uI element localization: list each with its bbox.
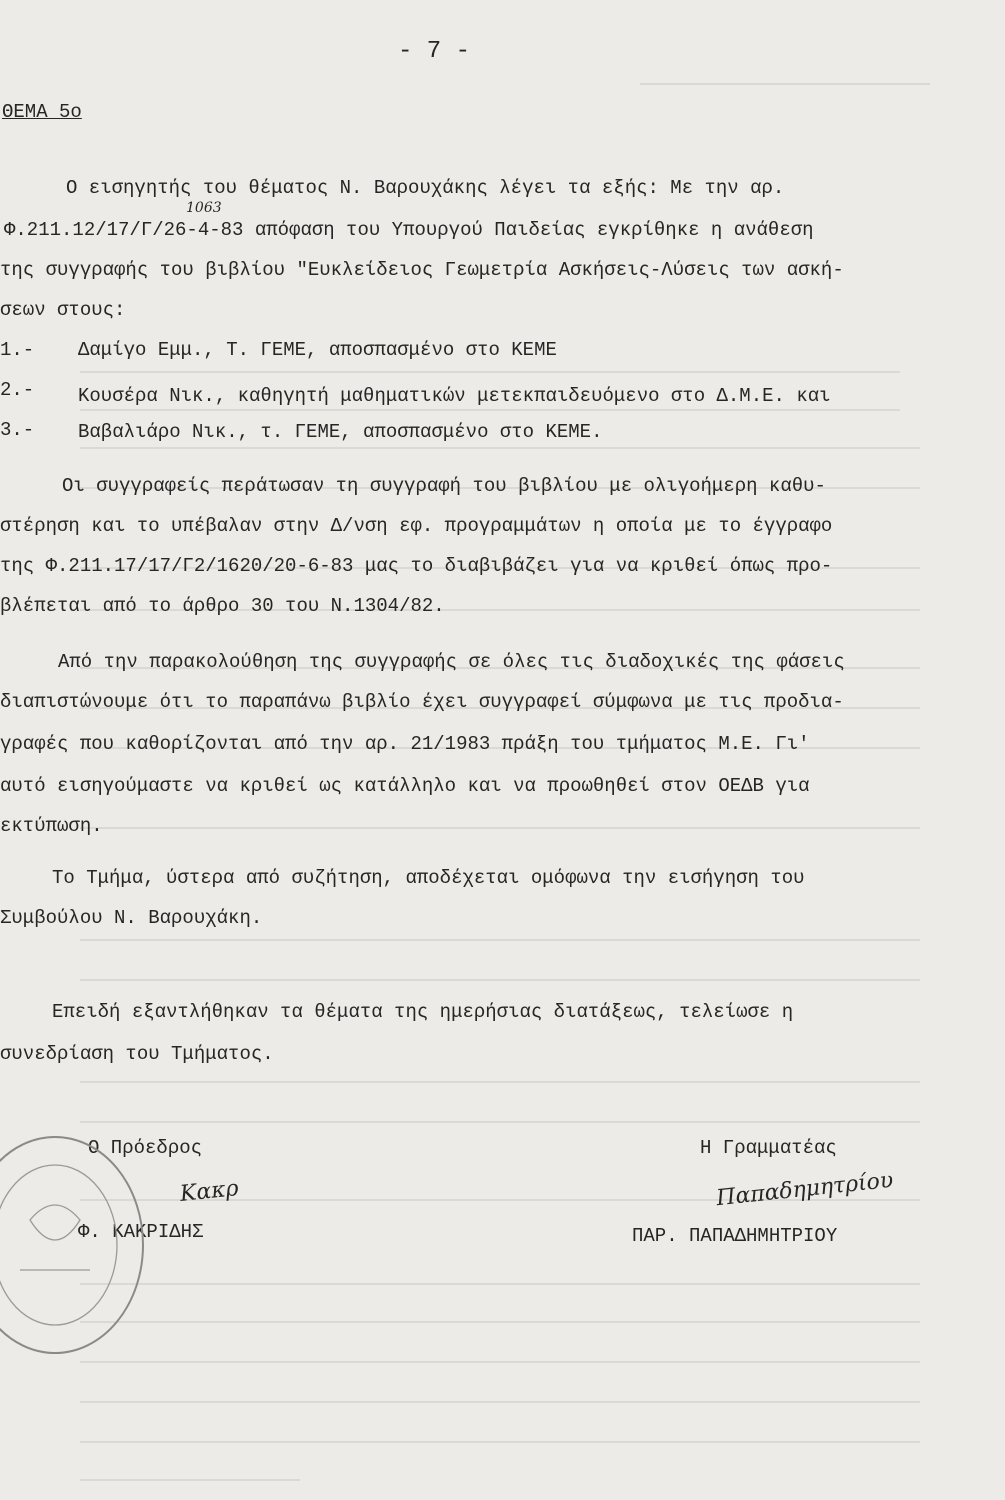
page-number: - 7 -	[398, 38, 471, 65]
list-number: 3.-	[0, 419, 35, 441]
secretary-title: Η Γραμματέας	[700, 1137, 837, 1159]
list-number: 1.-	[0, 339, 35, 361]
body-line: Από την παρακολούθηση της συγγραφής σε όλες τις διαδοχικές της φάσεις	[58, 651, 845, 673]
president-title: Ο Πρόεδρος	[88, 1137, 203, 1159]
body-line: διαπιστώνουμε ότι το παραπάνω βιβλίο έχει συγγραφεί σύμφωνα με τις προδια-	[0, 691, 844, 713]
body-line: Το Τμήμα, ύστερα από συζήτηση, αποδέχεται ομόφωνα την εισήγηση του	[52, 867, 805, 889]
body-line: Συμβούλου Ν. Βαρουχάκη.	[0, 907, 263, 929]
body-line: γραφές που καθορίζονται από την αρ. 21/1983 πράξη του τμήματος Μ.Ε. Γι'	[0, 733, 810, 755]
list-item: Βαβαλιάρο Νικ., τ. ΓΕΜΕ, αποσπασμένο στο ΚΕΜΕ.	[78, 421, 603, 443]
body-line: σεων στους:	[0, 299, 126, 321]
body-line: βλέπεται από το άρθρο 30 του Ν.1304/82.	[0, 595, 445, 617]
body-line: εκτύπωση.	[0, 815, 103, 837]
body-line: Φ.211.12/17/Γ/26-4-83 απόφαση του Υπουργού Παιδείας εγκρίθηκε η ανάθεση	[4, 219, 814, 241]
secretary-signature: Παπαδημητρίου	[715, 1167, 895, 1212]
body-line: στέρηση και το υπέβαλαν στην Δ/νση εφ. προγραμμάτων η οποία με το έγγραφο	[0, 515, 833, 537]
president-name: Φ. ΚΑΚΡΙΔΗΣ	[78, 1221, 204, 1243]
body-line: Οι συγγραφείς περάτωσαν τη συγγραφή του βιβλίου με ολιγοήμερη καθυ-	[62, 475, 826, 497]
secretary-name: ΠΑΡ. ΠΑΠΑΔΗΜΗΤΡΙΟΥ	[632, 1225, 838, 1247]
body-line: της συγγραφής του βιβλίου "Ευκλείδειος Γεωμετρία Ασκήσεις-Λύσεις των ασκή-	[0, 259, 844, 281]
list-item: Δαμίγο Εμμ., Τ. ΓΕΜΕ, αποσπασμένο στο ΚΕΜΕ	[78, 339, 557, 361]
president-signature: Κακρ	[178, 1176, 240, 1207]
official-stamp	[0, 1110, 160, 1360]
body-line: συνεδρίαση του Τμήματος.	[0, 1043, 274, 1065]
body-line: της Φ.211.17/17/Γ2/1620/20-6-83 μας το διαβιβάζει για να κριθεί όπως προ-	[0, 555, 833, 577]
body-line: αυτό εισηγούμαστε να κριθεί ως κατάλληλο και να προωθηθεί στον ΟΕΔΒ για	[0, 775, 810, 797]
body-line: Ο εισηγητής του θέματος Ν. Βαρουχάκης λέγει τα εξής: Με την αρ.	[66, 177, 785, 199]
handwritten-note: 1063	[186, 200, 222, 216]
section-heading: ΘΕΜΑ 5ο	[2, 101, 82, 123]
list-number: 2.-	[0, 379, 35, 401]
list-item: Κουσέρα Νικ., καθηγητή μαθηματικών μετεκπαιδευόμενο στο Δ.Μ.Ε. και	[78, 385, 831, 407]
body-line: Επειδή εξαντλήθηκαν τα θέματα της ημερήσιας διατάξεως, τελείωσε η	[52, 1001, 794, 1023]
